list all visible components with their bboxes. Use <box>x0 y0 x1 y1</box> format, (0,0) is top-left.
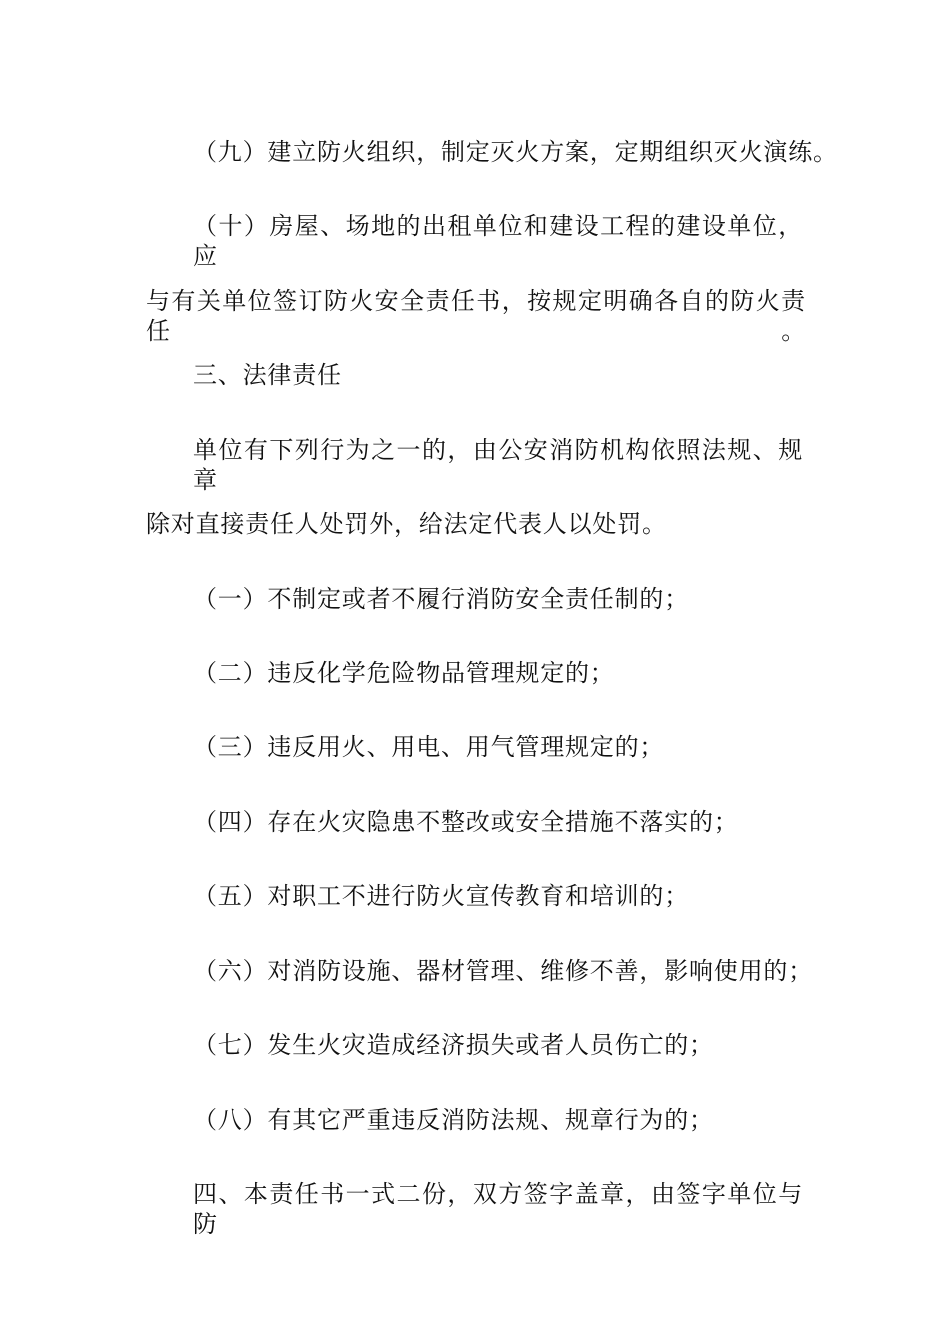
paragraph-line-10-continued: 与有关单位签订防火安全责任书，按规定明确各自的防火责任。 <box>146 287 806 345</box>
paragraph-liability-intro-continued: 除对直接责任人处罚外，给法定代表人以处罚。 <box>146 510 667 538</box>
liability-item-2: （二）违反化学危险物品管理规定的； <box>193 659 615 687</box>
paragraph-line-10: （十）房屋、场地的出租单位和建设工程的建设单位，应 <box>193 212 803 270</box>
liability-item-1: （一）不制定或者不履行消防安全责任制的； <box>193 585 689 613</box>
paragraph-liability-intro: 单位有下列行为之一的，由公安消防机构依照法规、规章 <box>193 436 803 494</box>
section-heading-legal-liability: 三、法律责任 <box>193 361 342 389</box>
liability-item-4: （四）存在火灾隐患不整改或安全措施不落实的； <box>193 808 739 836</box>
section-four-paragraph: 四、本责任书一式二份，双方签字盖章，由签字单位与防 <box>193 1180 803 1238</box>
liability-item-7: （七）发生火灾造成经济损失或者人员伤亡的； <box>193 1031 714 1059</box>
liability-item-3: （三）违反用火、用电、用气管理规定的； <box>193 733 665 761</box>
paragraph-line-9: （九）建立防火组织，制定灭火方案，定期组织灭火演练。 <box>193 138 838 166</box>
liability-item-5: （五）对职工不进行防火宣传教育和培训的； <box>193 882 689 910</box>
liability-item-8: （八）有其它严重违反消防法规、规章行为的； <box>193 1106 714 1134</box>
liability-item-6: （六）对消防设施、器材管理、维修不善，影响使用的； <box>193 957 813 985</box>
